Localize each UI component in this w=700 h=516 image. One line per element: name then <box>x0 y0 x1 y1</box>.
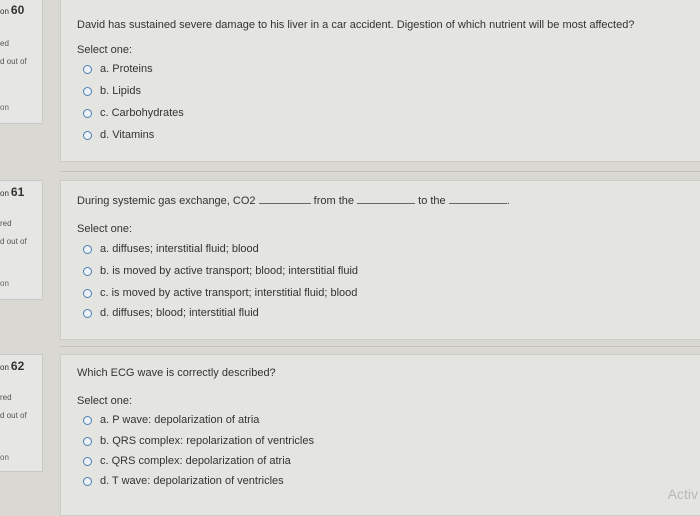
option-61-c[interactable]: c. is moved by active transport; interstitial fluid; blood <box>83 286 357 300</box>
option-60-a[interactable]: a. Proteins <box>83 62 153 76</box>
radio-button[interactable] <box>83 416 92 425</box>
question-number-61: on 61 <box>0 185 25 199</box>
option-61-d[interactable]: d. diffuses; blood; interstitial fluid <box>83 306 259 320</box>
question-marks-62: d out of <box>0 411 27 420</box>
select-one-label: Select one: <box>77 395 133 407</box>
option-61-a[interactable]: a. diffuses; interstitial fluid; blood <box>83 242 259 256</box>
radio-button[interactable] <box>83 477 92 486</box>
question-text-61: During systemic gas exchange, CO2 from the to the . <box>77 195 510 207</box>
radio-button[interactable] <box>83 131 92 140</box>
flag-question-62[interactable]: on <box>0 453 9 462</box>
question-content-61 <box>60 180 700 340</box>
flag-question-60[interactable]: on <box>0 103 9 112</box>
radio-button[interactable] <box>83 457 92 466</box>
divider <box>60 346 700 347</box>
question-info-60 <box>0 0 43 124</box>
radio-button[interactable] <box>83 65 92 74</box>
divider <box>60 171 700 172</box>
question-content-60 <box>60 0 700 162</box>
option-60-b[interactable]: b. Lipids <box>83 84 141 98</box>
question-number-60: on 60 <box>0 3 25 17</box>
radio-button[interactable] <box>83 245 92 254</box>
question-status-62: red <box>0 393 12 402</box>
question-number-62: on 62 <box>0 359 25 373</box>
blank-2 <box>357 203 415 204</box>
option-61-b[interactable]: b. is moved by active transport; blood; interstitial fluid <box>83 264 358 278</box>
option-62-a[interactable]: a. P wave: depolarization of atria <box>83 413 259 427</box>
question-text-60: David has sustained severe damage to his liver in a car accident. Digestion of which nutrient will be most affected? <box>77 19 635 31</box>
question-status-61: red <box>0 219 12 228</box>
question-text-62: Which ECG wave is correctly described? <box>77 367 276 379</box>
activate-windows-watermark: Activ <box>667 486 698 502</box>
radio-button[interactable] <box>83 87 92 96</box>
radio-button[interactable] <box>83 289 92 298</box>
radio-button[interactable] <box>83 437 92 446</box>
option-62-d[interactable]: d. T wave: depolarization of ventricles <box>83 474 284 488</box>
blank-3 <box>449 203 507 204</box>
blank-1 <box>259 203 311 204</box>
question-content-62 <box>60 354 700 516</box>
option-62-b[interactable]: b. QRS complex: repolarization of ventricles <box>83 434 314 448</box>
question-marks-60: d out of <box>0 57 27 66</box>
question-status-60: ed <box>0 39 9 48</box>
option-60-d[interactable]: d. Vitamins <box>83 128 154 142</box>
option-62-c[interactable]: c. QRS complex: depolarization of atria <box>83 454 291 468</box>
option-60-c[interactable]: c. Carbohydrates <box>83 106 184 120</box>
select-one-label: Select one: <box>77 44 133 56</box>
question-info-62 <box>0 354 43 472</box>
radio-button[interactable] <box>83 309 92 318</box>
radio-button[interactable] <box>83 267 92 276</box>
question-marks-61: d out of <box>0 237 27 246</box>
radio-button[interactable] <box>83 109 92 118</box>
question-info-61 <box>0 180 43 300</box>
flag-question-61[interactable]: on <box>0 279 9 288</box>
select-one-label: Select one: <box>77 223 133 235</box>
